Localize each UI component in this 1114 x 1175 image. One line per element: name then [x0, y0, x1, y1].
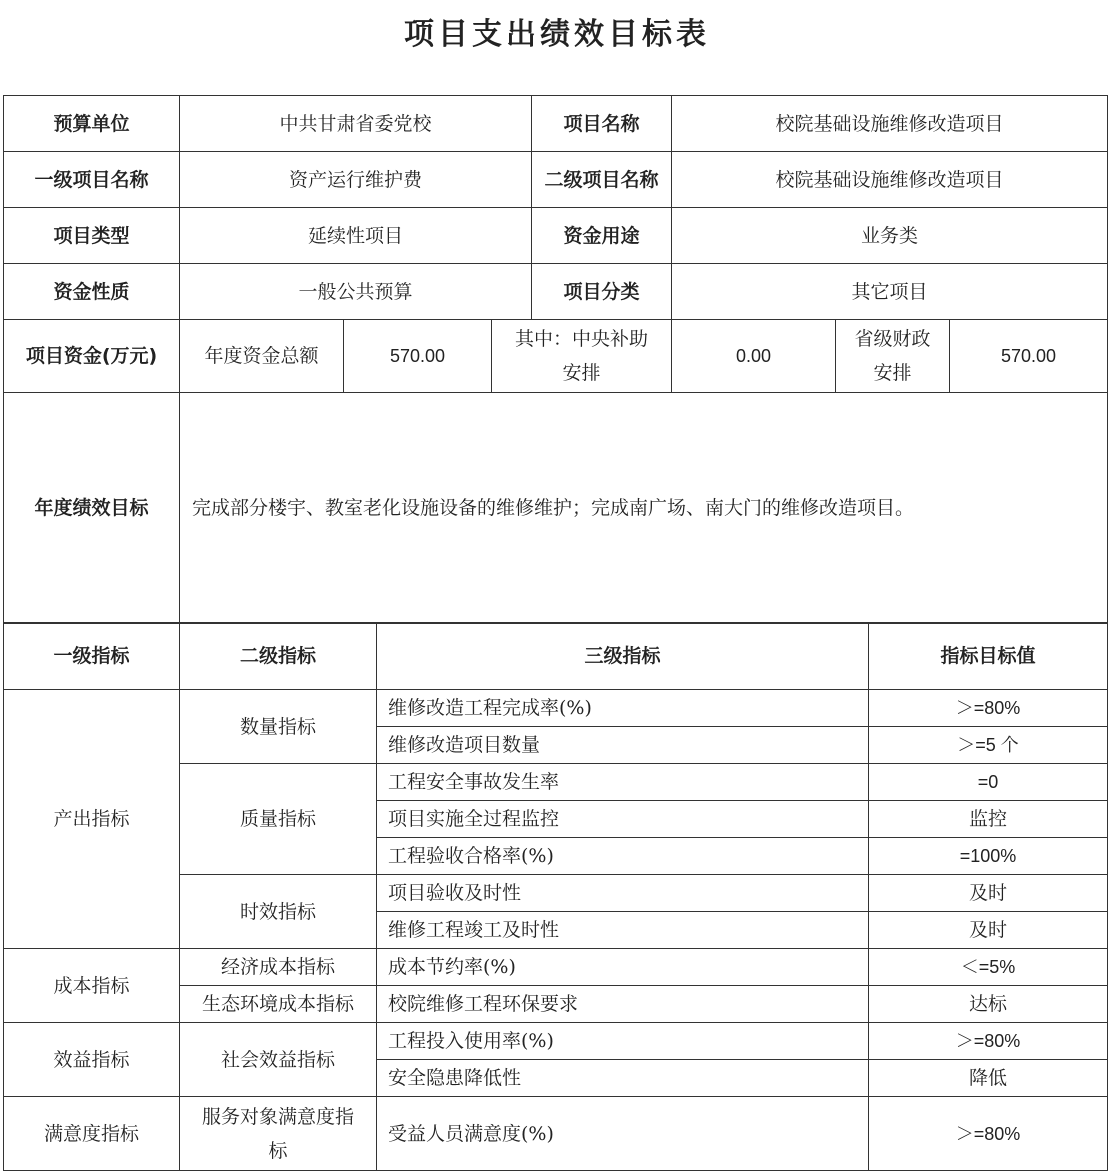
table-row: [4, 1023, 1108, 1060]
annual-goal-row: [4, 393, 1108, 624]
provincial-label: [836, 320, 950, 393]
header-level1: 一级指标: [4, 623, 180, 690]
annual-goal-label: 年度绩效目标: [4, 393, 180, 624]
service-satisfaction-line2: 标: [268, 1139, 288, 1162]
header-level2: 二级指标: [180, 623, 377, 690]
project-type-label: 项目类型: [4, 208, 180, 264]
central-subsidy-label: [492, 320, 672, 393]
indicator-name: 受益人员满意度(%): [377, 1097, 869, 1171]
budget-unit-label: 预算单位: [4, 96, 180, 152]
central-subsidy-label-line2: 安排: [562, 362, 601, 384]
indicator-target: 降低: [869, 1060, 1108, 1097]
central-subsidy-value: 0.00: [672, 320, 836, 393]
indicator-target: =0: [869, 764, 1108, 801]
project-name-label: 项目名称: [532, 96, 672, 152]
indicators-header-row: [4, 623, 1108, 690]
indicator-name: 项目验收及时性: [377, 875, 869, 912]
indicator-name: 项目实施全过程监控: [377, 801, 869, 838]
level2-timeliness: 时效指标: [180, 875, 377, 949]
fund-nature-label: 资金性质: [4, 264, 180, 320]
fund-nature-value: 一般公共预算: [180, 264, 532, 320]
indicator-name: 安全隐患降低性: [377, 1060, 869, 1097]
indicator-target: 达标: [869, 986, 1108, 1023]
budget-unit-row: [4, 96, 1108, 152]
level2-quality: 质量指标: [180, 764, 377, 875]
central-subsidy-label-line1: 其中：中央补助: [514, 328, 648, 350]
table-row: [4, 949, 1108, 986]
project-type-row: [4, 208, 1108, 264]
indicator-name: 校院维修工程环保要求: [377, 986, 869, 1023]
level1-project-row: [4, 152, 1108, 208]
level1-benefit: 效益指标: [4, 1023, 180, 1097]
project-funds-row: [4, 320, 1108, 393]
project-funds-label: 项目资金(万元): [4, 320, 180, 393]
project-info-table: [3, 95, 1108, 624]
indicator-name: 工程投入使用率(%): [377, 1023, 869, 1060]
fund-use-value: 业务类: [672, 208, 1108, 264]
indicator-name: 成本节约率(%): [377, 949, 869, 986]
provincial-value: 570.00: [950, 320, 1108, 393]
indicator-target: ＞=80%: [869, 690, 1108, 727]
annual-total-value: 570.00: [344, 320, 492, 393]
header-target: 指标目标值: [869, 623, 1108, 690]
table-row: [4, 690, 1108, 727]
indicator-target: 及时: [869, 875, 1108, 912]
level1-satisfaction: 满意度指标: [4, 1097, 180, 1171]
project-category-label: 项目分类: [532, 264, 672, 320]
annual-goal-text: 完成部分楼宇、教室老化设施设备的维修维护；完成南广场、南大门的维修改造项目。: [180, 393, 1108, 624]
indicator-target: 监控: [869, 801, 1108, 838]
fund-nature-row: [4, 264, 1108, 320]
header-level3: 三级指标: [377, 623, 869, 690]
indicator-name: 维修改造项目数量: [377, 727, 869, 764]
project-name-value: 校院基础设施维修改造项目: [672, 96, 1108, 152]
level2-quantity: 数量指标: [180, 690, 377, 764]
level2-eco-cost: 生态环境成本指标: [180, 986, 377, 1023]
indicator-name: 维修改造工程完成率(%): [377, 690, 869, 727]
level2-social-benefit: 社会效益指标: [180, 1023, 377, 1097]
budget-unit-value: 中共甘肃省委党校: [180, 96, 532, 152]
indicator-target: ＞=80%: [869, 1097, 1108, 1171]
indicator-target: ＜=5%: [869, 949, 1108, 986]
level2-project-label: 二级项目名称: [532, 152, 672, 208]
level1-project-label: 一级项目名称: [4, 152, 180, 208]
indicator-name: 工程验收合格率(%): [377, 838, 869, 875]
level1-project-value: 资产运行维护费: [180, 152, 532, 208]
level1-cost: 成本指标: [4, 949, 180, 1023]
indicator-target: ＞=80%: [869, 1023, 1108, 1060]
indicator-target: =100%: [869, 838, 1108, 875]
level2-project-value: 校院基础设施维修改造项目: [672, 152, 1108, 208]
page-title: 项目支出绩效目标表: [404, 17, 710, 52]
project-category-value: 其它项目: [672, 264, 1108, 320]
indicator-name: 维修工程竣工及时性: [377, 912, 869, 949]
level2-service-satisfaction: [180, 1097, 377, 1171]
level2-economic-cost: 经济成本指标: [180, 949, 377, 986]
table-row: [4, 1097, 1108, 1171]
provincial-label-line2: 安排: [873, 362, 912, 384]
fund-use-label: 资金用途: [532, 208, 672, 264]
indicators-table: [3, 622, 1108, 1171]
provincial-label-line1: 省级财政: [854, 328, 931, 350]
indicator-target: 及时: [869, 912, 1108, 949]
annual-total-label: 年度资金总额: [180, 320, 344, 393]
indicator-target: ＞=5 个: [869, 727, 1108, 764]
service-satisfaction-line1: 服务对象满意度指: [201, 1105, 354, 1128]
indicator-name: 工程安全事故发生率: [377, 764, 869, 801]
level1-output: 产出指标: [4, 690, 180, 949]
project-type-value: 延续性项目: [180, 208, 532, 264]
